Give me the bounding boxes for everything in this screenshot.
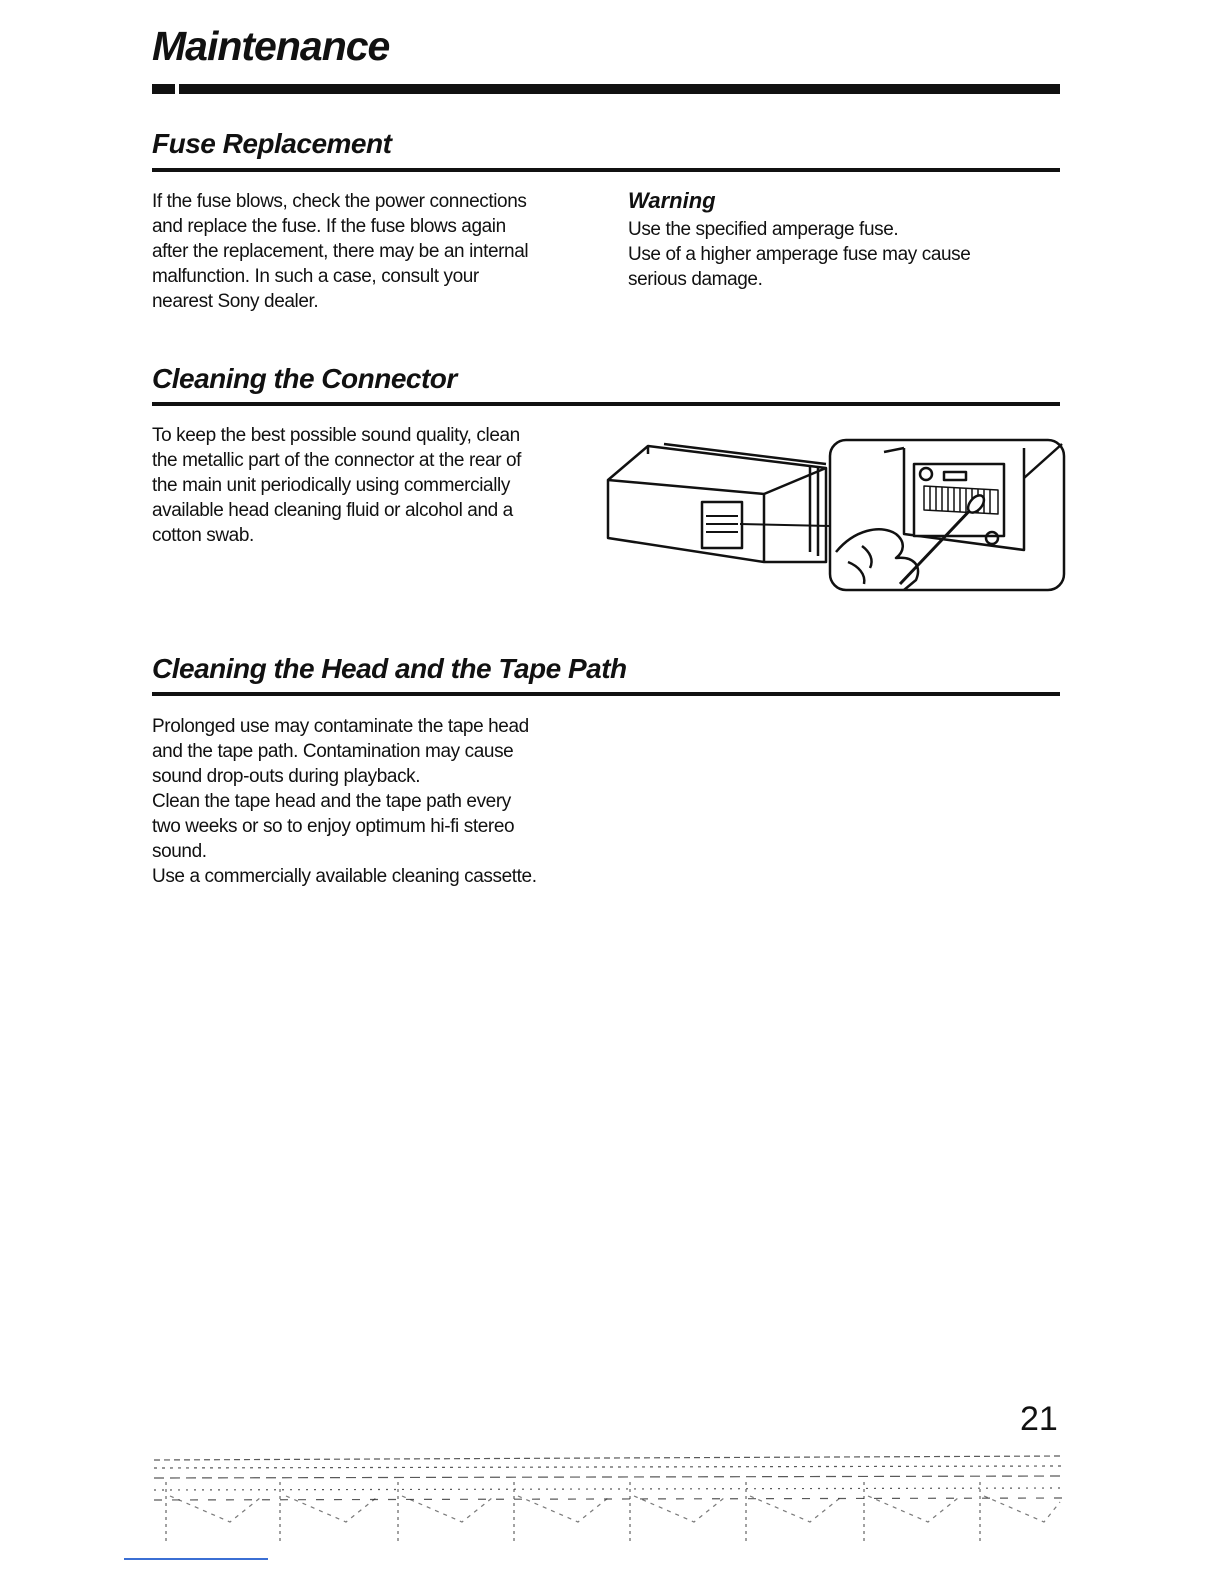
page-title: Maintenance <box>152 23 390 69</box>
fuse-line: If the fuse blows, check the power connections <box>152 191 527 212</box>
fuse-rule <box>152 168 1060 172</box>
fuse-heading: Fuse Replacement <box>152 128 392 159</box>
head-line: sound drop-outs during playback. <box>152 766 421 787</box>
head-line: Prolonged use may contaminate the tape head <box>152 716 529 737</box>
title-rule-gap <box>175 84 179 94</box>
head-heading: Cleaning the Head and the Tape Path <box>152 653 627 684</box>
warning-title: Warning <box>628 188 716 213</box>
title-rule <box>152 84 1060 94</box>
fuse-line: nearest Sony dealer. <box>152 291 319 312</box>
warning-line: Use the specified amperage fuse. <box>628 219 899 240</box>
connector-cleaning-illustration <box>604 434 1070 596</box>
connector-line: the metallic part of the connector at the rear of <box>152 450 522 471</box>
warning-line: serious damage. <box>628 269 763 290</box>
page-number: 21 <box>1020 1400 1058 1438</box>
head-line: and the tape path. Contamination may cause <box>152 741 514 762</box>
head-line: sound. <box>152 841 207 862</box>
connector-rule <box>152 402 1060 406</box>
connector-line: To keep the best possible sound quality, clean <box>152 425 520 446</box>
head-line: Use a commercially available cleaning cassette. <box>152 866 537 887</box>
warning-text <box>628 217 1048 292</box>
connector-line: cotton swab. <box>152 525 254 546</box>
scan-noise-band <box>150 1452 1066 1548</box>
head-rule <box>152 692 1060 696</box>
fuse-line: malfunction. In such a case, consult your <box>152 266 479 287</box>
fuse-line: and replace the fuse. If the fuse blows again <box>152 216 506 237</box>
head-text <box>152 714 612 889</box>
connector-line: available head cleaning fluid or alcohol and a <box>152 500 513 521</box>
head-line: Clean the tape head and the tape path every <box>152 791 511 812</box>
warning-line: Use of a higher amperage fuse may cause <box>628 244 971 265</box>
head-line: two weeks or so to enjoy optimum hi-fi stereo <box>152 816 515 837</box>
fuse-line: after the replacement, there may be an internal <box>152 241 529 262</box>
fuse-text <box>152 189 592 314</box>
connector-line: the main unit periodically using commercially <box>152 475 510 496</box>
connector-text <box>152 423 592 548</box>
connector-heading: Cleaning the Connector <box>152 363 457 394</box>
footer-underline <box>124 1558 268 1560</box>
